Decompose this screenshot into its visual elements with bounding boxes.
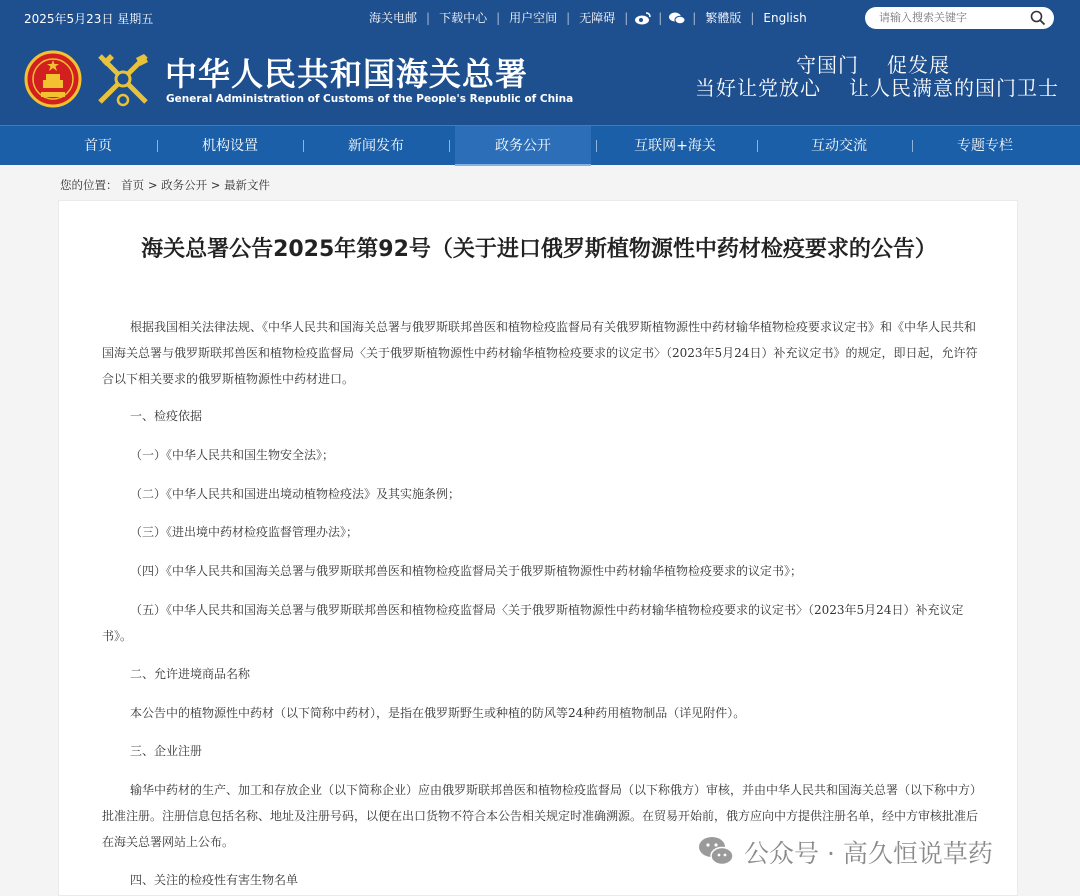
- english-link[interactable]: English: [763, 10, 807, 25]
- nav-item-internet-customs[interactable]: 互联网+海关: [634, 138, 716, 154]
- nav-item-home[interactable]: 首页: [84, 138, 112, 154]
- section-3-heading: 三、企业注册: [130, 744, 203, 758]
- main-nav: [0, 125, 1080, 165]
- article-intro: 根据我国相关法律法规、《中华人民共和国海关总署与俄罗斯联邦兽医和植物检疫监督局有关俄罗斯植物源性中药材输华植物检疫要求议定书》和《中华人民共和国海关总署与俄罗斯联邦兽医和植物检疫监督局〈关于俄罗斯植物源性中药材输华植物检疫要求的议定书〉（2023年5月24日）补充议定书》的规定，即日起，允许符合以下相关要求的俄罗斯植物源性中药材进口。: [102, 320, 978, 386]
- section-1-item-5: （五）《中华人民共和国海关总署与俄罗斯联邦兽医和植物检疫监督局〈关于俄罗斯植物源性中药材输华植物检疫要求的议定书〉（2023年5月24日）补充议定书》。: [102, 603, 964, 643]
- search-input[interactable]: [879, 10, 1024, 26]
- national-emblem-icon: [24, 50, 82, 108]
- section-1-item-2: （二）《中华人民共和国进出境动植物检疫法》及其实施条例；: [130, 487, 461, 501]
- search-box: [865, 7, 1054, 29]
- breadcrumb-latest-documents[interactable]: 最新文件: [224, 178, 271, 192]
- breadcrumb-government-affairs[interactable]: 政务公开: [161, 178, 208, 192]
- email-link[interactable]: 海关电邮: [369, 11, 418, 25]
- top-bar: [0, 0, 1080, 36]
- nav-item-government-affairs[interactable]: 政务公开: [455, 126, 591, 166]
- customs-logo-icon: [92, 48, 154, 110]
- breadcrumb-home[interactable]: 首页: [121, 178, 145, 192]
- section-1-item-4: （四）《中华人民共和国海关总署与俄罗斯联邦兽医和植物检疫监督局关于俄罗斯植物源性中药材输华植物检疫要求的议定书》；: [130, 564, 803, 578]
- wechat-icon: [696, 832, 736, 872]
- section-1-item-1: （一）《中华人民共和国生物安全法》；: [130, 448, 335, 462]
- wechat-watermark: [696, 832, 993, 872]
- section-2-text: 本公告中的植物源性中药材（以下简称中药材），是指在俄罗斯野生或种植的防风等24种药用植物制品（详见附件）。: [130, 706, 746, 720]
- weibo-icon[interactable]: [632, 10, 654, 26]
- traditional-chinese-link[interactable]: 繁體版: [705, 11, 742, 25]
- section-1-heading: 一、检疫依据: [130, 409, 203, 423]
- accessibility-link[interactable]: 无障碍: [579, 11, 616, 25]
- article-container: [58, 200, 1018, 896]
- slogan-line-1: 守国门 促发展: [796, 53, 950, 77]
- slogan-line-2: 当好让党放心 让人民满意的国门卫士: [695, 76, 1059, 100]
- section-2-heading: 二、允许进境商品名称: [130, 667, 251, 681]
- breadcrumb-label: 您的位置：: [60, 178, 118, 192]
- search-icon[interactable]: [1030, 10, 1046, 30]
- user-space-link[interactable]: 用户空间: [509, 11, 558, 25]
- page-title: 海关总署公告2025年第92号（关于进口俄罗斯植物源性中药材检疫要求的公告）: [141, 237, 937, 262]
- section-3-text: 输华中药材的生产、加工和存放企业（以下简称企业）应由俄罗斯联邦兽医和植物检疫监督局（以下称俄方）审核，并由中华人民共和国海关总署（以下称中方）批准注册。注册信息包括名称、地址及注册号码，以便在出口货物不符合本公告相关规定时准确溯源。在贸易开始前，俄方应向中方提供注册名单，经中方审核批准后在海关总署网站上公布。: [102, 783, 983, 849]
- section-4-heading: 四、关注的检疫性有害生物名单: [130, 873, 299, 887]
- nav-item-special-topics[interactable]: 专题专栏: [957, 138, 1013, 154]
- nav-item-interaction[interactable]: 互动交流: [811, 138, 867, 154]
- nav-item-organization[interactable]: 机构设置: [202, 138, 258, 154]
- breadcrumb: 您的位置： 首页 > 政务公开 > 最新文件: [60, 178, 271, 192]
- watermark-text: 公众号 · 高久恒说草药: [744, 839, 993, 868]
- top-links: 海关电邮 | 下载中心 | 用户空间 | 无障碍 | | | 繁體版 | English: [360, 9, 816, 26]
- site-header: [0, 0, 1080, 125]
- section-1-item-3: （三）《进出境中药材检疫监督管理办法》；: [130, 525, 359, 539]
- wechat-icon[interactable]: [666, 10, 688, 26]
- nav-item-news[interactable]: 新闻发布: [348, 138, 404, 154]
- download-center-link[interactable]: 下载中心: [439, 11, 488, 25]
- org-name-en: General Administration of Customs of the People's Republic of China: [166, 93, 574, 105]
- current-date: 2025年5月23日 星期五: [24, 12, 154, 26]
- org-name-cn: 中华人民共和国海关总署: [165, 55, 529, 93]
